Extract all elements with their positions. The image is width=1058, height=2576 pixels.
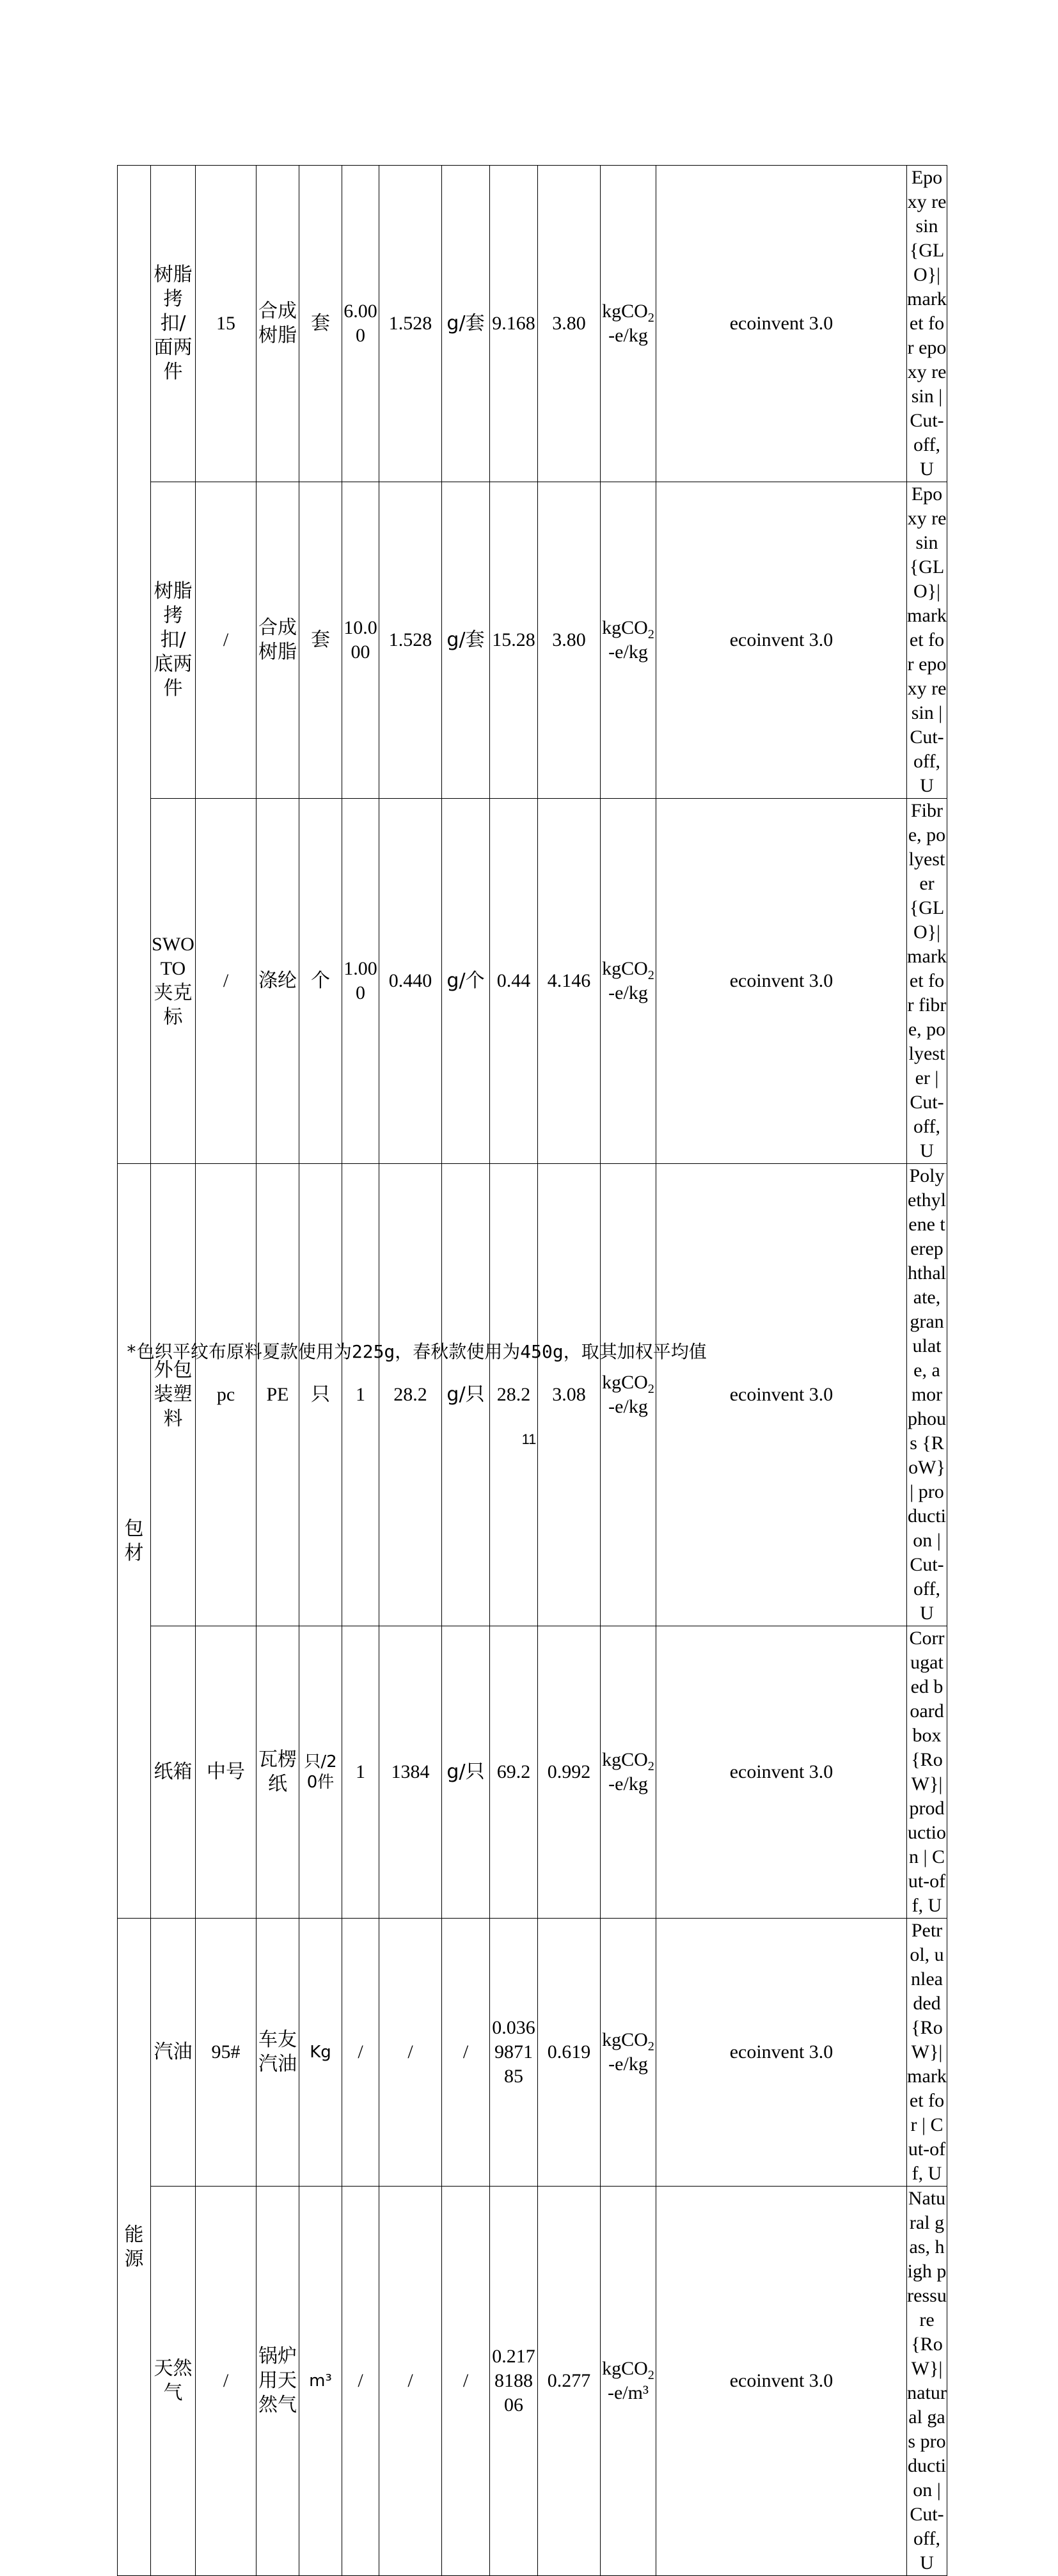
table-row xyxy=(118,1919,947,2187)
item-unit-cell: 套 xyxy=(299,482,342,799)
table-row xyxy=(118,166,947,482)
item-name-cell: 纸箱 xyxy=(151,1626,196,1919)
item-weight-unit-cell: g/只 xyxy=(442,1626,490,1919)
factor-unit-post: -e/kg xyxy=(608,982,648,1003)
page-number: 11 xyxy=(521,1431,537,1447)
item-name-cell: 外包装塑料 xyxy=(151,1164,196,1626)
item-weight-cell: / xyxy=(379,2187,442,2576)
item-factor-unit-cell xyxy=(601,2187,656,2576)
item-factor-cell: 0.277 xyxy=(538,2187,601,2576)
item-factor-cell: 0.992 xyxy=(538,1626,601,1919)
item-amount-cell: 0.217818806 xyxy=(490,2187,538,2576)
item-unit-cell: 套 xyxy=(299,166,342,482)
item-unit-cell: 只/20件 xyxy=(299,1626,342,1919)
item-source-cell: ecoinvent 3.0 xyxy=(656,1164,907,1626)
factor-unit-pre: kgCO xyxy=(602,1372,648,1393)
item-dataset-cell: Epoxy resin {GLO}| market for epoxy resin | Cut-off, U xyxy=(907,166,947,482)
table-footnote: *色织平纹布原料夏款使用为225g，春秋款使用为450g，取其加权平均值 xyxy=(126,1341,707,1362)
item-weight-cell: 28.2 xyxy=(379,1164,442,1626)
table-row xyxy=(118,799,947,1164)
factor-unit-sub: 2 xyxy=(647,1382,654,1396)
item-qty-cell: / xyxy=(342,2187,379,2576)
item-unit-cell: 只 xyxy=(299,1164,342,1626)
group-packaging-cell: 包材 xyxy=(118,1164,151,1919)
item-weight-unit-cell: g/套 xyxy=(442,482,490,799)
factor-unit-post: -e/kg xyxy=(608,1773,648,1795)
factor-unit-pre: kgCO xyxy=(602,2358,648,2379)
item-weight-cell: 0.440 xyxy=(379,799,442,1164)
item-weight-cell: / xyxy=(379,1919,442,2187)
emission-factor-table xyxy=(117,165,947,2576)
item-material-cell: PE xyxy=(257,1164,299,1626)
factor-unit-sub: 2 xyxy=(647,2368,654,2382)
item-spec-cell: / xyxy=(196,2187,257,2576)
item-amount-cell: 28.2 xyxy=(490,1164,538,1626)
factor-unit-sub: 2 xyxy=(647,627,654,641)
item-factor-cell: 0.619 xyxy=(538,1919,601,2187)
item-unit-cell: m³ xyxy=(299,2187,342,2576)
item-dataset-cell: Fibre, polyester {GLO}| market for fibre, polyester | Cut-off, U xyxy=(907,799,947,1164)
item-spec-cell: pc xyxy=(196,1164,257,1626)
item-qty-cell: / xyxy=(342,1919,379,2187)
factor-unit-sub: 2 xyxy=(647,2039,654,2054)
item-amount-cell: 9.168 xyxy=(490,166,538,482)
factor-unit-post: -e/kg xyxy=(608,641,648,663)
factor-unit-pre: kgCO xyxy=(602,2029,648,2050)
item-dataset-cell: Polyethylene terephthalate, granulate, amorphous {RoW}| production | Cut-off, U xyxy=(907,1164,947,1626)
factor-unit-sub: 2 xyxy=(647,968,654,982)
item-qty-cell: 1 xyxy=(342,1164,379,1626)
item-factor-cell: 3.08 xyxy=(538,1164,601,1626)
item-dataset-cell: Epoxy resin {GLO}| market for epoxy resin | Cut-off, U xyxy=(907,482,947,799)
item-spec-cell: / xyxy=(196,482,257,799)
item-unit-cell: 个 xyxy=(299,799,342,1164)
item-source-cell: ecoinvent 3.0 xyxy=(656,799,907,1164)
item-qty-cell: 10.000 xyxy=(342,482,379,799)
item-factor-unit-cell xyxy=(601,482,656,799)
item-material-cell: 涤纶 xyxy=(257,799,299,1164)
item-source-cell: ecoinvent 3.0 xyxy=(656,166,907,482)
factor-unit-pre: kgCO xyxy=(602,958,648,979)
item-name-cell: 汽油 xyxy=(151,1919,196,2187)
factor-unit-post: -e/kg xyxy=(608,1396,648,1417)
factor-unit-pre: kgCO xyxy=(602,1749,648,1770)
factor-unit-sub: 2 xyxy=(647,311,654,325)
factor-unit-pre: kgCO xyxy=(602,617,648,638)
item-source-cell: ecoinvent 3.0 xyxy=(656,2187,907,2576)
item-weight-unit-cell: g/个 xyxy=(442,799,490,1164)
item-factor-unit-cell xyxy=(601,1626,656,1919)
item-spec-cell: 95# xyxy=(196,1919,257,2187)
item-factor-cell: 3.80 xyxy=(538,166,601,482)
item-qty-cell: 1.000 xyxy=(342,799,379,1164)
item-source-cell: ecoinvent 3.0 xyxy=(656,482,907,799)
factor-unit-pre: kgCO xyxy=(602,301,648,322)
item-name-cell: 天然气 xyxy=(151,2187,196,2576)
factor-unit-post: -e/kg xyxy=(608,325,648,346)
item-factor-unit-cell xyxy=(601,166,656,482)
item-spec-cell: / xyxy=(196,799,257,1164)
item-factor-cell: 3.80 xyxy=(538,482,601,799)
item-factor-unit-cell xyxy=(601,1164,656,1626)
item-material-cell: 车友汽油 xyxy=(257,1919,299,2187)
item-material-cell: 瓦楞纸 xyxy=(257,1626,299,1919)
item-dataset-cell: Corrugated board box {RoW}| production | Cut-off, U xyxy=(907,1626,947,1919)
group-cell-continued xyxy=(118,166,151,1164)
item-source-cell: ecoinvent 3.0 xyxy=(656,1919,907,2187)
item-factor-unit-cell xyxy=(601,799,656,1164)
item-name-cell: 树脂拷扣/面两件 xyxy=(151,166,196,482)
item-factor-unit-cell xyxy=(601,1919,656,2187)
item-weight-cell: 1.528 xyxy=(379,482,442,799)
item-dataset-cell: Petrol, unleaded {RoW}| market for | Cut-off, U xyxy=(907,1919,947,2187)
item-weight-cell: 1.528 xyxy=(379,166,442,482)
group-energy-cell: 能源 xyxy=(118,1919,151,2576)
item-weight-unit-cell: g/套 xyxy=(442,166,490,482)
item-factor-cell: 4.146 xyxy=(538,799,601,1164)
item-source-cell: ecoinvent 3.0 xyxy=(656,1626,907,1919)
item-name-cell: SWOTO夹克标 xyxy=(151,799,196,1164)
item-weight-cell: 1384 xyxy=(379,1626,442,1919)
factor-unit-sub: 2 xyxy=(647,1759,654,1773)
item-dataset-cell: Natural gas, high pressure {RoW}| natural gas production | Cut-off, U xyxy=(907,2187,947,2576)
item-material-cell: 合成树脂 xyxy=(257,166,299,482)
item-material-cell: 合成树脂 xyxy=(257,482,299,799)
item-weight-unit-cell: / xyxy=(442,1919,490,2187)
item-name-cell: 树脂拷扣/底两件 xyxy=(151,482,196,799)
item-spec-cell: 15 xyxy=(196,166,257,482)
item-qty-cell: 1 xyxy=(342,1626,379,1919)
item-unit-cell: Kg xyxy=(299,1919,342,2187)
table-row xyxy=(118,1164,947,1626)
table-row xyxy=(118,482,947,799)
table-row xyxy=(118,1626,947,1919)
item-amount-cell: 69.2 xyxy=(490,1626,538,1919)
item-spec-cell: 中号 xyxy=(196,1626,257,1919)
item-qty-cell: 6.000 xyxy=(342,166,379,482)
item-material-cell: 锅炉用天然气 xyxy=(257,2187,299,2576)
table-row xyxy=(118,2187,947,2576)
factor-unit-post: -e/m³ xyxy=(608,2382,649,2403)
item-amount-cell: 0.036987185 xyxy=(490,1919,538,2187)
item-amount-cell: 0.44 xyxy=(490,799,538,1164)
item-weight-unit-cell: / xyxy=(442,2187,490,2576)
item-weight-unit-cell: g/只 xyxy=(442,1164,490,1626)
item-amount-cell: 15.28 xyxy=(490,482,538,799)
factor-unit-post: -e/kg xyxy=(608,2054,648,2075)
